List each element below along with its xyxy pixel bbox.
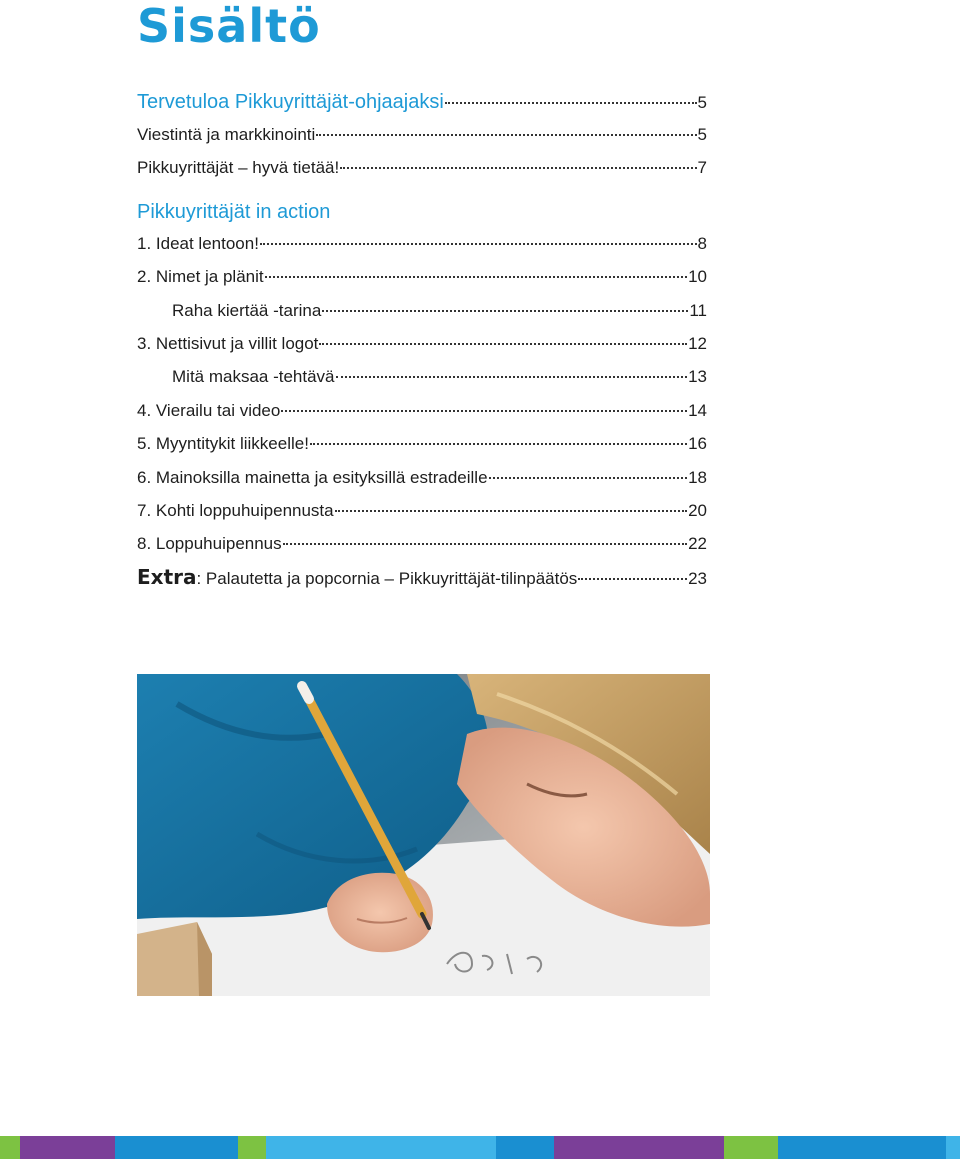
toc-entry[interactable] — [137, 294, 707, 327]
toc-entry-page: 5 — [697, 125, 707, 144]
toc-entry[interactable] — [137, 527, 707, 560]
color-bar-segment — [20, 1136, 115, 1159]
toc-entry-page: 20 — [688, 500, 707, 520]
toc-entry-label: Tervetuloa Pikkuyrittäjät-ohjaajaksi — [137, 91, 444, 113]
table-of-contents — [137, 86, 707, 594]
toc-leader-dots — [336, 375, 688, 378]
toc-entry-label: 3. Nettisivut ja villit logot — [137, 333, 319, 353]
toc-leader-dots — [489, 476, 688, 479]
toc-entry[interactable] — [137, 327, 707, 360]
toc-leader-dots — [316, 133, 696, 136]
page-title: Sisältö — [137, 0, 321, 53]
toc-entry-page: 14 — [688, 400, 707, 420]
toc-leader-dots — [310, 442, 687, 445]
decorative-color-bar — [0, 1136, 960, 1159]
toc-entry-page: 16 — [688, 434, 707, 454]
color-bar-segment — [238, 1136, 266, 1159]
toc-entry[interactable] — [137, 394, 707, 427]
extra-prefix: Extra — [137, 564, 197, 589]
color-bar-segment — [496, 1136, 554, 1159]
toc-entry-label — [137, 561, 577, 595]
extra-label: : Palautetta ja popcornia – Pikkuyrittäjät-tilinpäätös — [196, 568, 578, 588]
toc-leader-dots — [578, 577, 687, 580]
toc-entry[interactable] — [137, 360, 707, 393]
color-bar-segment — [554, 1136, 724, 1159]
toc-entry-label: 4. Vierailu tai video — [137, 400, 281, 420]
toc-entry-label: 7. Kohti loppuhuipennusta — [137, 500, 334, 520]
color-bar-segment — [115, 1136, 238, 1159]
toc-entry-label: 8. Loppuhuipennus — [137, 534, 282, 554]
toc-entry-label: Mitä maksaa -tehtävä — [172, 367, 335, 387]
toc-entry-page: 23 — [688, 568, 707, 588]
toc-entry[interactable] — [137, 461, 707, 494]
toc-entry-page: 10 — [688, 267, 707, 287]
color-bar-segment — [724, 1136, 778, 1159]
child-writing-photo — [137, 674, 710, 996]
color-bar-segment — [778, 1136, 946, 1159]
toc-entry-label: Viestintä ja markkinointi — [137, 125, 316, 144]
toc-entry-page: 13 — [688, 367, 707, 387]
toc-entry-label: Raha kiertää -tarina — [172, 300, 322, 320]
toc-leader-dots — [322, 309, 688, 312]
toc-entry[interactable] — [137, 427, 707, 460]
toc-entry-label: 2. Nimet ja plänit — [137, 267, 264, 287]
toc-leader-dots — [445, 101, 697, 104]
toc-entry-label: 1. Ideat lentoon! — [137, 233, 259, 253]
toc-entry-page: 12 — [688, 333, 707, 353]
toc-entry-intro[interactable] — [137, 86, 707, 118]
toc-entry-page: 7 — [697, 158, 707, 178]
color-bar-segment — [266, 1136, 496, 1159]
toc-entry[interactable] — [137, 118, 707, 151]
toc-entry[interactable] — [137, 227, 707, 260]
toc-entry-page: 5 — [697, 93, 707, 112]
toc-entry[interactable] — [137, 151, 707, 184]
toc-section-heading: Pikkuyrittäjät in action — [137, 200, 331, 223]
toc-leader-dots — [335, 509, 687, 512]
toc-entry-label: Pikkuyrittäjät – hyvä tietää! — [137, 158, 340, 178]
toc-entry-page: 22 — [688, 534, 707, 554]
toc-entry-extra[interactable] — [137, 561, 707, 594]
toc-leader-dots — [281, 409, 687, 412]
color-bar-segment — [0, 1136, 20, 1159]
toc-entry-page: 18 — [688, 467, 707, 487]
toc-entry-page: 8 — [697, 233, 707, 253]
toc-leader-dots — [260, 242, 697, 245]
toc-leader-dots — [319, 342, 687, 345]
toc-entry[interactable] — [137, 494, 707, 527]
toc-leader-dots — [340, 166, 696, 169]
toc-leader-dots — [265, 275, 687, 278]
toc-entry-label: 5. Myyntitykit liikkeelle! — [137, 434, 309, 454]
toc-entry-page: 11 — [689, 300, 707, 320]
toc-entry[interactable] — [137, 260, 707, 293]
toc-entry-label: 6. Mainoksilla mainetta ja esityksillä estradeille — [137, 467, 488, 487]
toc-leader-dots — [283, 542, 687, 545]
color-bar-segment — [946, 1136, 960, 1159]
